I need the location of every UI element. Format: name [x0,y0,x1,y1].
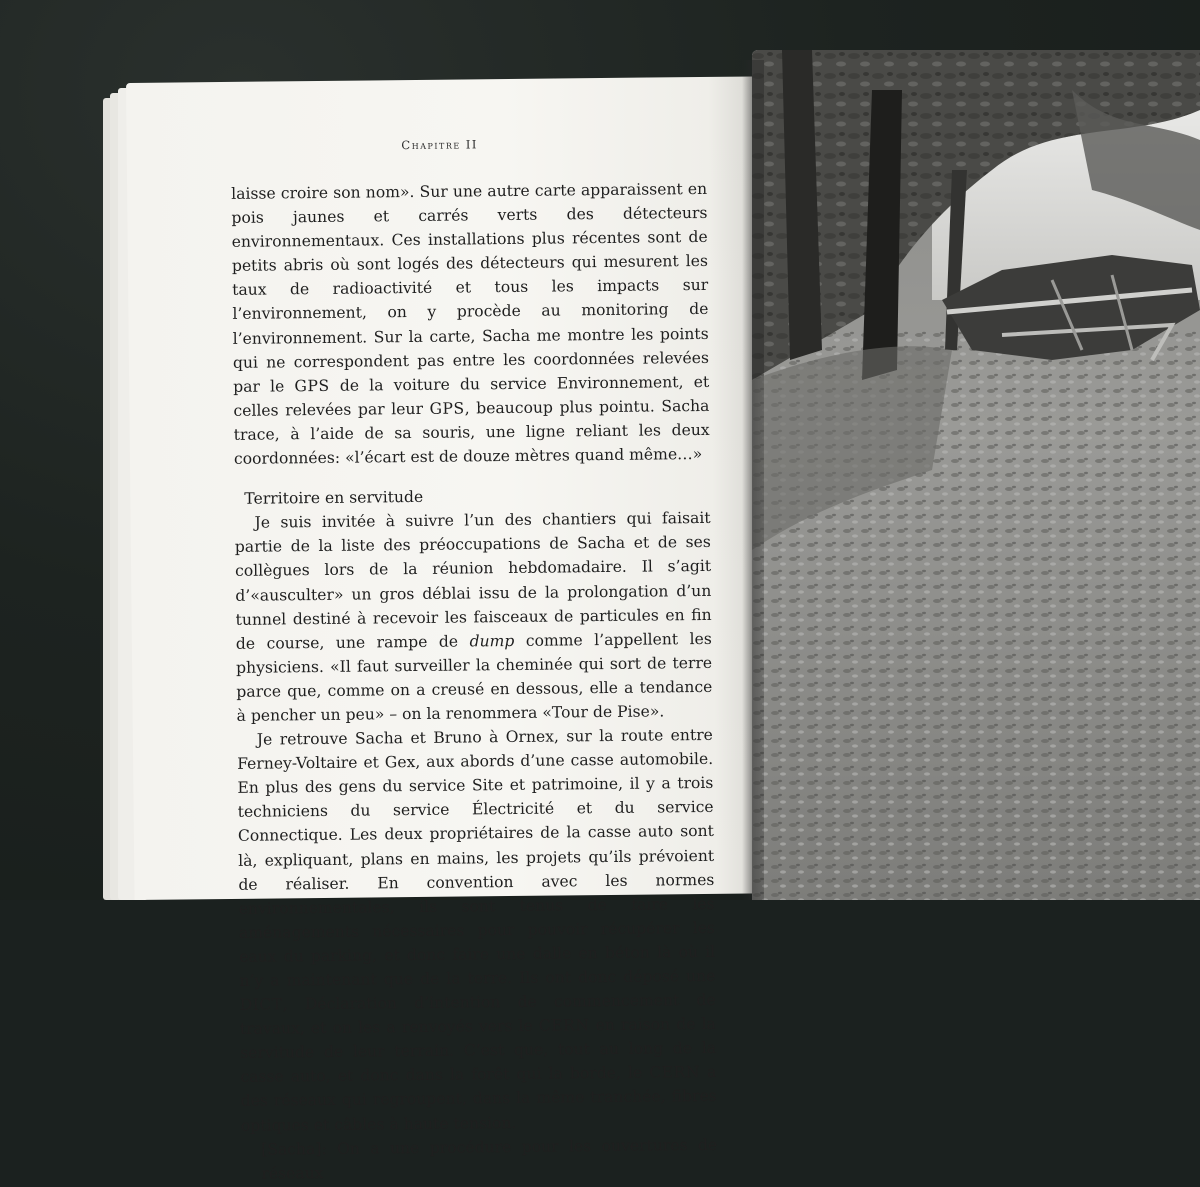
paragraph [237,723,717,1138]
paragraph [231,177,710,471]
book-gutter-shadow [742,60,764,900]
paragraph [234,506,712,728]
running-head: Chapitre II [401,137,479,153]
text-run: , Déclaration d’intention de commencement de travaux, et on les a renvoyés vers le [239,990,716,1039]
small-caps-acronym: GPS [294,376,330,396]
text-run: de la voiture du service Environnement, et celles relevées par leur [233,372,710,420]
small-caps-acronym: CERN [538,1016,590,1035]
text-run: , beaucoup plus pointu. Sacha trace, à l’aide de sa souris, une ligne reliant les deux coordonnées: «l’écart est de douze mètres quand même…» [233,396,710,468]
text-run: a des réseaux qui regroupent, dans la même tranchée, fibres optiques et câbles à haute tension. [240,1063,717,1135]
forest-photograph [752,50,1200,900]
text-run: en raison de la servitude de leur terrain. C’est que, tout au long de la casse auto, et donc dans la forêt qui la borde, le [240,1015,717,1087]
body-text [231,177,717,1186]
right-photo-page [752,50,1200,900]
italic-term: dump [469,631,515,651]
text-run: Je suis invitée à suivre l’un des chantiers qui faisait partie de la liste des préoccupations de Sacha et de ses collègues lors de la réunion hebdomadaire. Il s’agit d’«ausculter» un gros déblai issu de la prolongation d’un tunnel destiné à recevoir les faisceaux de particules en fin de course, une rampe de [234,509,712,653]
text-run: Je retrouve Sacha et Bruno à Ornex, sur la route entre Ferney-Voltaire et Gex, aux abords d’une casse automobile. En plus des gens du service Site et patrimoine, il y a trois techniciens du service Électricité et du service Connectique. Les deux propriétaires de la casse auto sont là, expliquant, plans en mains, les projets qu’ils prévoient de réaliser. En convention avec les normes environnementales, ils sont tenus de faire les aménagements nécessaires pour pouvoir récupérer les eaux du parking, et donc faire une dalle en béton là où il n’y a maintenant que de la terre. Ils ont donc déposé une [237,725,716,990]
left-book-page [126,76,761,1183]
dialogue-line: [Sacha]: On a une procédure pour les ouvertures de réseaux [261,1135,718,1183]
text-run: comme l’appellent les physiciens. «Il faut surveiller la cheminée qui sort de terre parce que, comme on a creusé en dessous, elle a tendance à pencher un peu» – on la renommera «Tour de Pise». [236,629,713,725]
section-heading: Territoire en servitude [244,488,424,508]
small-caps-acronym: DICT [239,995,283,1014]
small-caps-acronym: GPS [429,399,465,418]
text-run: laisse croire son nom». Sur une autre carte apparaissent en pois jaunes et carrés verts des détecteurs environnementaux. Ces installations plus récentes sont de petits abris où sont logés des détecteurs qui mesurent les taux de radioactivité et tous les impacts sur l’environnement, on y procède au monitoring de l’environnement. Sur la carte, Sacha me montre les points qui ne correspondent pas entre les coordonnées relevées par le [231,179,710,396]
small-caps-acronym: CERN [649,1063,701,1082]
